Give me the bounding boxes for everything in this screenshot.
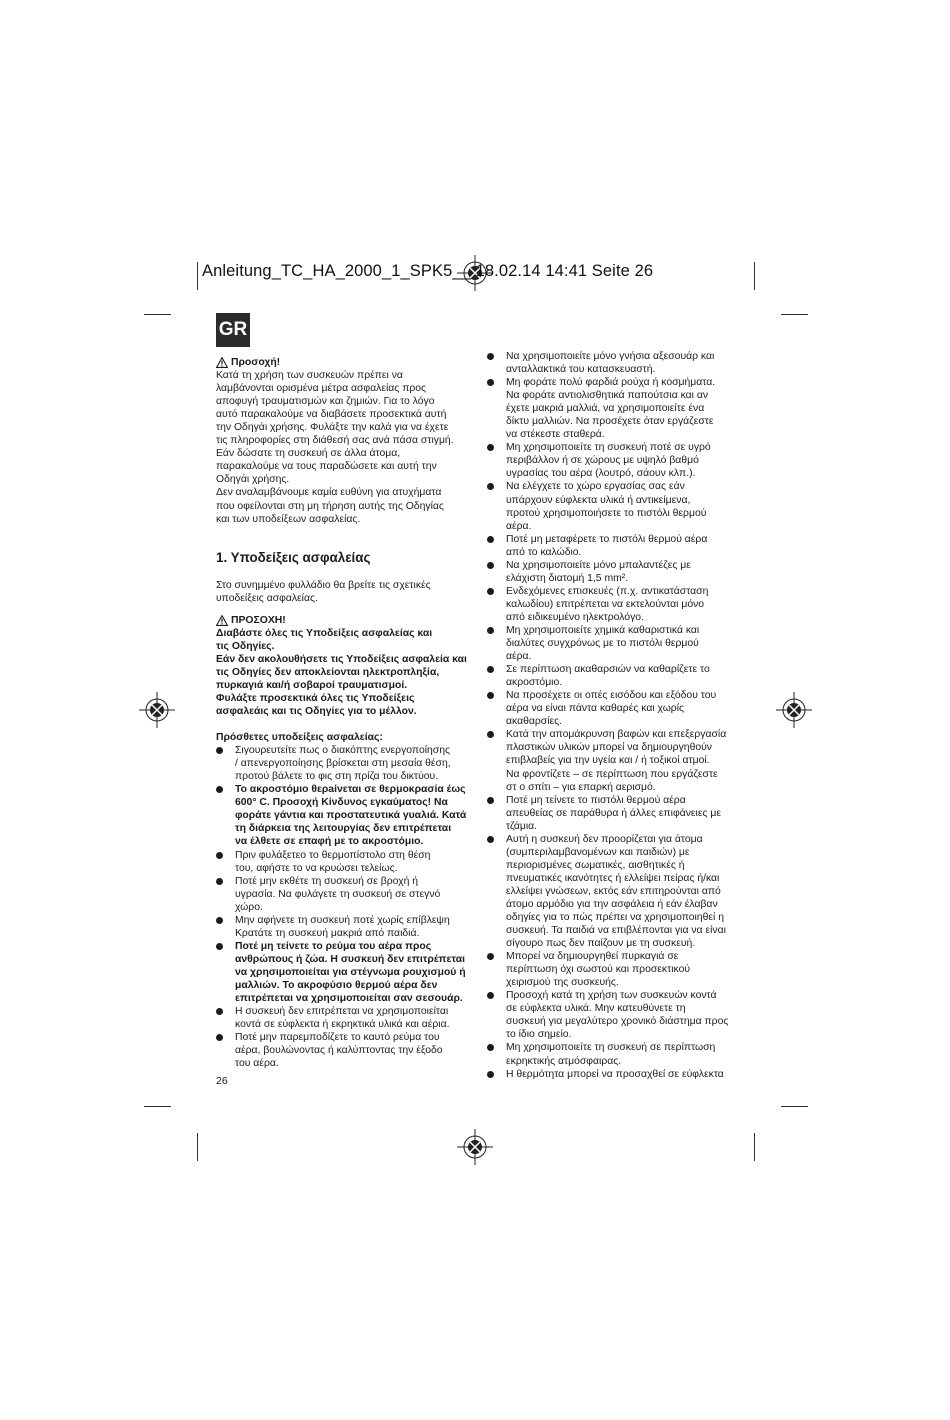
text-line: παρακαλούμε να τους παραδώσετε και αυτή την <box>216 461 437 473</box>
bullet-line: Η θερμότητα μπορεί να προσαχθεί σε εύφλεκτα <box>506 1068 724 1080</box>
text-line: τις Οδηγίες. <box>216 640 275 652</box>
bullet-line: Να φοράτε αντιολισθητικά παπούτσια και αν <box>506 390 709 402</box>
bullet-item <box>487 663 739 689</box>
intro-paragraph <box>216 369 478 526</box>
crop-mark <box>197 262 198 290</box>
warning-title: Προσοχή! <box>231 357 281 368</box>
bullet-line: Κατά την απομάκρυνση βαφών και επεξεργασία <box>506 729 727 741</box>
bullet-line: ελλείψει γνώσεων, εκτός εάν επιτηρούνται από <box>506 885 721 897</box>
bullet-item <box>487 376 739 441</box>
bullet-line: φοράτε γάντια και προστατευτικά γυαλιά. Κατά <box>235 810 467 822</box>
bullet-line: Να ελέγχετε το χώρο εργασίας σας εάν <box>506 481 685 493</box>
text-line: πυρκαγιά και/ή σοβαροί τραυματισμοί. <box>216 679 408 691</box>
bullet-dot-icon <box>216 786 223 793</box>
bullet-line: αέρα. <box>506 520 532 532</box>
bullet-line: Μη φοράτε πολύ φαρδιά ρούχα ή κοσμήματα. <box>506 377 716 389</box>
text-line: υποδείξεις ασφαλείας. <box>216 592 318 604</box>
bullet-item <box>487 480 739 532</box>
right-column <box>487 350 739 1081</box>
bullet-line: καλωδίου) επιτρέπεται να εκτελούνται μόνο <box>506 598 705 610</box>
crop-mark <box>781 1106 808 1107</box>
bullet-line: στ ο σπίτι – για επαρκή αερισμό. <box>506 781 656 793</box>
bullet-line: / απενεργοποίησης βρίσκεται στη μεσαία θέση, <box>235 758 451 770</box>
bullet-line: ανταλλακτικά του κατασκευαστή. <box>506 364 656 376</box>
text-line: λαμβάνονται ορισμένα μέτρα ασφαλείας προς <box>216 383 427 395</box>
bullet-dot-icon <box>216 1008 223 1015</box>
bullet-line: υγρασία. Να φυλάγετε τη συσκευή σε στεγνό <box>235 888 441 900</box>
bullet-line: απευθείας σε παράθυρα ή άλλες επιφάνειες με <box>506 807 721 819</box>
bullet-line: πνευματικές ικανότητες ή ελλείψει πείρας ή/και <box>506 872 720 884</box>
text-line: την Οδηγάι χρήσης. Φυλάξτε την καλά για να έχετε <box>216 422 449 434</box>
bullet-line: Μη χρησιμοποιείτε τη συσκευή ποτέ σε υγρό <box>506 442 711 454</box>
bullet-dot-icon <box>487 992 494 999</box>
bullet-line: σίγουρο πως δεν παίζουν με τη συσκευή. <box>506 938 696 950</box>
bullet-dot-icon <box>487 1071 494 1078</box>
bullet-line: Να φροντίζετε – σε περίπτωση που εργάζεστε <box>506 768 718 780</box>
text-line: Δεν αναλαμβάνουμε καμία ευθύνη για ατυχήματα <box>216 487 442 499</box>
bullet-line: δίκτυ μαλλιών. Να προσέχετε όταν εργάζεστε <box>506 416 714 428</box>
bullet-line: επιβλαβείς για την υγεία και / ή τοξικοί ατμοί. <box>506 755 710 767</box>
bullet-line: από ειδικευμένο ηλεκτρολόγο. <box>506 611 644 623</box>
bullet-line: Ποτέ μη τείνετε το ρεύμα του αέρα προς <box>235 940 432 952</box>
bullet-line: αέρα να είναι πάντα καθαρές και χωρίς <box>506 703 685 715</box>
bullet-dot-icon <box>487 692 494 699</box>
bullet-item <box>487 533 739 559</box>
bullet-line: διαλύτες συγχρόνως με το πιστόλι θερμού <box>506 638 699 650</box>
bullet-dot-icon <box>487 627 494 634</box>
bullet-item <box>487 950 739 989</box>
bullet-line: να έλθετε σε επαφή με το ακροστόμιο. <box>235 836 424 848</box>
bullet-item <box>216 914 478 940</box>
bullet-line: περιορισμένες σωματικές, αισθητικές ή <box>506 859 685 871</box>
bullet-line: υπάρχουν εύφλεκτα υλικά ή αντικείμενα, <box>506 494 691 506</box>
print-slug-header: Anleitung_TC_HA_2000_1_SPK5__ 18.02.14 14:41 Seite 26 <box>202 262 654 280</box>
bullet-dot-icon <box>216 747 223 754</box>
text-line: Εάν δεν ακολουθήσετε τις Υποδείξεις ασφαλεία και <box>216 653 467 665</box>
crop-mark <box>781 314 808 315</box>
warning-triangle-icon <box>216 357 228 368</box>
bullet-dot-icon <box>487 536 494 543</box>
bullet-line: άτομο αρμόδιο για την ασφάλεια ή εάν έλαβαν <box>506 898 718 910</box>
crop-mark <box>144 314 171 315</box>
bullet-line: συσκευή για μεγαλύτερο χρονικό διάστημα προς <box>506 1016 729 1028</box>
bullet-line: χώρο. <box>235 901 263 913</box>
text-line: Στο συνημμένο φυλλάδιο θα βρείτε τις σχετικές <box>216 579 431 591</box>
bullet-line: οδηγίες για το πώς πρέπει να χρησιμοποιηθεί η <box>506 912 724 924</box>
bullet-line: 600° C. Προσοχή Κίνδυνος εγκαύματος! Να <box>235 797 448 809</box>
registration-mark-icon <box>457 1129 493 1165</box>
warning-heading <box>216 356 478 369</box>
bullet-item <box>487 989 739 1041</box>
bullet-line: Ποτέ μην παρεμποδίζετε το καυτό ρεύμα του <box>235 1032 440 1044</box>
bullet-item <box>487 794 739 833</box>
bullet-dot-icon <box>216 943 223 950</box>
warning-triangle-icon <box>216 615 228 626</box>
bullet-item <box>216 1005 478 1031</box>
bullet-line: σε εύφλεκτα υλικά. Μην κατευθύνετε τη <box>506 1003 686 1015</box>
bullet-line: Σε περίπτωση ακαθαρσιών να καθαρίζετε το <box>506 664 710 676</box>
text-line: Διαβάστε όλες τις Υποδείξεις ασφαλείας και <box>216 627 433 639</box>
bullet-line: Μη χρησιμοποιείτε τη συσκευή σε περίπτωση <box>506 1042 716 1054</box>
bullet-line: Το ακροστόμιο θερaίνεται σε θερμοκρασία έως <box>235 784 466 796</box>
crop-mark <box>197 1133 198 1161</box>
bullet-line: (συμπεριλαμβανομένων και παιδιών) με <box>506 846 690 858</box>
text-line: Εάν δώσατε τη συσκευή σε άλλα άτομα, <box>216 448 401 460</box>
text-line: τις πληροφορίες στη διάθεσή σας ανά πάσα στιγμή. <box>216 435 454 447</box>
bullet-line: του αέρα. <box>235 1058 279 1070</box>
section-heading: 1. Υποδείξεις ασφαλείας <box>216 549 371 565</box>
bullet-line: Πριν φυλάξετεο το θερμοπίστολο στη θέση <box>235 849 431 861</box>
bullet-line: ελάχιστη διατομή 1,5 mm². <box>506 572 629 584</box>
bullet-line: Ποτέ μην εκθέτε τη συσκευή σε βροχή ή <box>235 875 419 887</box>
bullet-line: Η συσκευή δεν επιτρέπεται να χρησιμοποιείται <box>235 1006 449 1018</box>
bullet-dot-icon <box>487 353 494 360</box>
additional-heading: Πρόσθετες υποδείξεις ασφαλείας: <box>216 732 383 744</box>
bullet-line: Σιγουρευτείτε πως ο διακόπτης ενεργοποίησης <box>235 745 451 757</box>
bullet-item <box>216 849 478 875</box>
bullet-item <box>216 744 478 783</box>
bullet-item <box>487 624 739 663</box>
bullet-dot-icon <box>216 852 223 859</box>
registration-mark-icon <box>139 692 175 728</box>
bullet-line: συσκευή. Τα παιδιά να επιβλέπονται για να είναι <box>506 925 726 937</box>
left-bullet-list <box>216 744 478 1070</box>
bullet-line: από το καλώδιο. <box>506 546 582 558</box>
bullet-item <box>487 1068 739 1081</box>
bullet-item <box>487 350 739 376</box>
bullet-line: προτού χρησιμοποιήσετε το πιστόλι θερμού <box>506 507 707 519</box>
bullet-dot-icon <box>487 666 494 673</box>
bullet-dot-icon <box>487 444 494 451</box>
bullet-line: το ίδιο σημείο. <box>506 1029 572 1041</box>
language-badge: GR <box>216 313 250 347</box>
bullet-line: Να προσέχετε οι οπές εισόδου και εξόδου του <box>506 690 717 702</box>
bullet-line: Να χρησιμοποιείτε μόνο γνήσια αξεσουάρ και <box>506 351 715 362</box>
text-line: Κατά τη χρήση των συσκευών πρέπει να <box>216 370 403 382</box>
bullet-dot-icon <box>216 1034 223 1041</box>
bullet-line: τζάμια. <box>506 820 538 832</box>
bullet-line: ακροστόμιο. <box>506 677 563 689</box>
text-line: αποφυγή τραυματισμών και ζημιών. Για το λόγο <box>216 396 435 408</box>
bullet-line: επιτρέπεται να χρησιμοποιείται σαν σεσουάρ. <box>235 993 463 1005</box>
bullet-dot-icon <box>487 731 494 738</box>
bullet-line: Μη χρησιμοποιείτε χημικά καθαριστικά και <box>506 624 700 636</box>
bullet-dot-icon <box>487 953 494 960</box>
bullet-line: Κρατάτε τη συσκευή μακριά από παιδιά. <box>235 927 420 939</box>
bullet-line: αέρα. <box>506 651 532 663</box>
bullet-dot-icon <box>487 588 494 595</box>
bullet-line: ακαθαρσίες. <box>506 716 563 728</box>
bullet-line: Προσοχή κατά τη χρήση των συσκευών κοντά <box>506 990 717 1002</box>
bullet-line: χειρισμού της συσκευής. <box>506 977 619 989</box>
crop-mark <box>754 262 755 290</box>
bullet-dot-icon <box>487 797 494 804</box>
left-column <box>216 356 478 1070</box>
bullet-dot-icon <box>487 836 494 843</box>
text-line: τις Οδηγίες δεν αποκλείονται ηλεκτροπληξία, <box>216 666 440 678</box>
bullet-line: του, αφήστε το να κρυώσει τελείως. <box>235 862 398 874</box>
bullet-line: έχετε μακριά μαλλιά, να χρησιμοποιείτε ένα <box>506 403 705 415</box>
bullet-dot-icon <box>216 878 223 885</box>
text-line: και των υποδείξεων ασφαλείας. <box>216 513 361 525</box>
bullet-line: πλαστικών υλικών μπορεί να δημιουργηθούν <box>506 742 713 754</box>
bullet-item <box>487 728 739 793</box>
registration-mark-icon <box>776 692 812 728</box>
bullet-line: αέρα, βουλώνοντας ή καλύπτοντας την έξοδο <box>235 1045 443 1057</box>
bullet-line: Μπορεί να δημιουργηθεί πυρκαγιά σε <box>506 951 679 963</box>
bullet-item <box>487 1041 739 1067</box>
bullet-line: να χρησιμοποιείται για στέγνωμα ρουχισμού ή <box>235 966 466 978</box>
bullet-item <box>216 1031 478 1070</box>
bullet-line: προτού βάλετε το φις στη πρίζα του δικτύου. <box>235 771 439 783</box>
page-number: 26 <box>216 1075 228 1087</box>
bullet-item <box>216 783 478 848</box>
bullet-line: Ποτέ μη μεταφέρετε το πιστόλι θερμού αέρα <box>506 533 708 545</box>
text-line: αυτό παρακαλούμε να διαβάσετε προσεκτικά αυτή <box>216 409 447 421</box>
section-paragraph <box>216 579 478 605</box>
bullet-item <box>487 585 739 624</box>
bullet-line: υγρασίας του αέρα (λουτρό, σάουν κλπ.). <box>506 468 696 480</box>
bullet-line: περιβάλλον ή σε χώρους με υψηλό βαθμό <box>506 455 699 467</box>
crop-mark <box>144 1106 171 1107</box>
bullet-item <box>487 559 739 585</box>
text-line: Φυλάξτε προσεκτικά όλες τις Υποδείξεις <box>216 692 415 704</box>
caution-paragraph <box>216 627 478 718</box>
bullet-line: τη διάρκεια της λειτουργίας δεν επιτρέπεται <box>235 823 452 835</box>
bullet-dot-icon <box>487 483 494 490</box>
bullet-dot-icon <box>216 917 223 924</box>
bullet-dot-icon <box>487 562 494 569</box>
bullet-line: Ποτέ μη τείνετε το πιστόλι θερμού αέρα <box>506 794 686 806</box>
bullet-line: περίπτωση όχι σωστού και προσεκτικού <box>506 964 691 976</box>
bullet-line: κοντά σε εύφλεκτα ή εκρηκτικά υλικά και αέρια. <box>235 1019 450 1031</box>
bullet-line: εκρηκτικής ατμόσφαιρας. <box>506 1055 622 1067</box>
right-bullet-list <box>487 350 739 1081</box>
bullet-line: Αυτή η συσκευή δεν προορίζεται για άτομα <box>506 833 703 845</box>
bullet-dot-icon <box>487 1044 494 1051</box>
bullet-line: Μην αφήνετε τη συσκευή ποτέ χωρίς επίβλεψη <box>235 914 450 926</box>
crop-mark <box>754 1133 755 1161</box>
bullet-item <box>487 689 739 728</box>
bullet-line: Να χρησιμοποιείτε μόνο μπαλαντέζες με <box>506 559 691 571</box>
bullet-line: Ενδεχόμενες επισκευές (π.χ. αντικατάσταση <box>506 585 709 597</box>
text-line: Οδηγάι χρήσης. <box>216 474 290 486</box>
bullet-item <box>487 441 739 480</box>
bullet-line: μαλλιών. Το ακροφύσιο θερμού αέρα δεν <box>235 979 438 991</box>
bullet-item <box>487 833 739 950</box>
bullet-dot-icon <box>487 379 494 386</box>
bullet-item <box>216 875 478 914</box>
bullet-line: ανθρώπους ή ζώα. Η συσκευή δεν επιτρέπεται <box>235 953 466 965</box>
bullet-item <box>216 940 478 1005</box>
text-line: που οφείλονται στη μη τήρηση αυτής της Οδηγίας <box>216 500 444 512</box>
caution-title: ΠΡΟΣΟΧΗ! <box>231 614 286 626</box>
caution-heading <box>216 614 478 627</box>
text-line: ασφαλεάις και τις Οδηγίες για το μέλλον. <box>216 706 417 718</box>
bullet-line: να στέκεστε σταθερά. <box>506 429 605 441</box>
